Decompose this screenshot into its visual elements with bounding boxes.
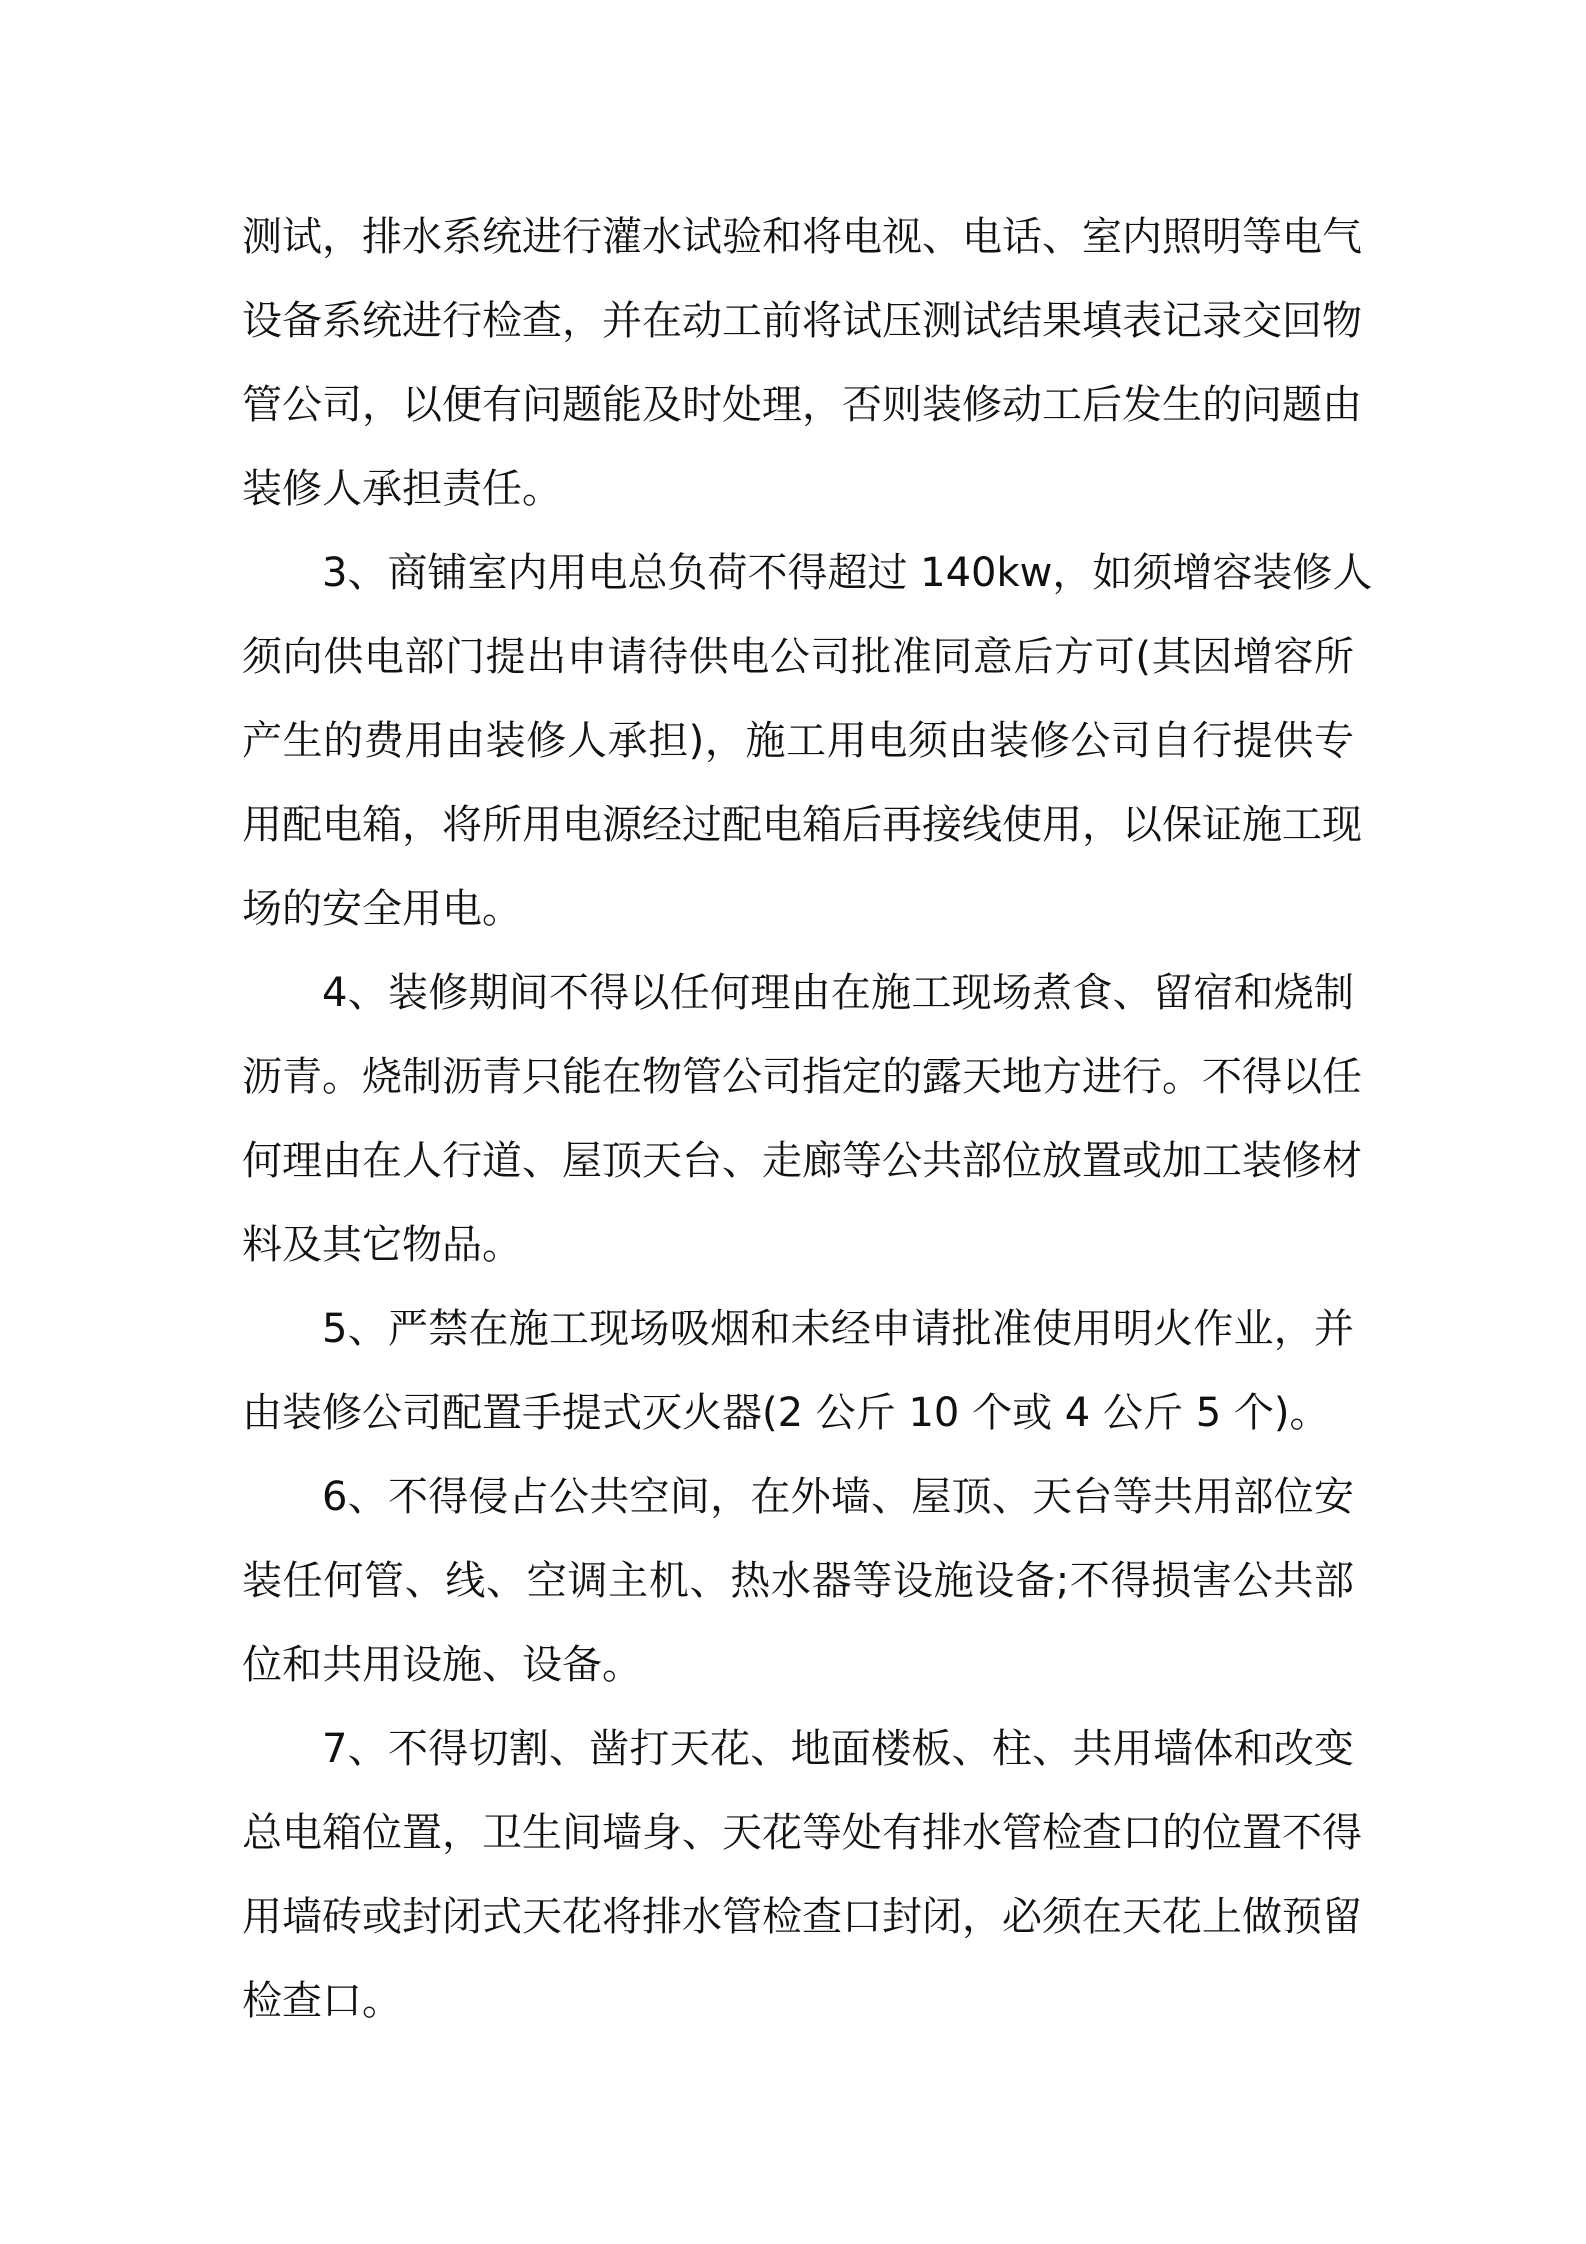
text-line: 4、装修期间不得以任何理由在施工现场煮食、留宿和烧制 — [322, 970, 1354, 1016]
text-line: 测试，排水系统进行灌水试验和将电视、电话、室内照明等电气 — [242, 214, 1362, 260]
text-line: 5、严禁在施工现场吸烟和未经申请批准使用明火作业，并 — [322, 1306, 1354, 1352]
paragraph-item-3 — [242, 531, 1373, 951]
text-line: 用墙砖或封闭式天花将排水管检查口封闭，必须在天花上做预留 — [242, 1894, 1362, 1940]
text-line: 装任何管、线、空调主机、热水器等设施设备;不得损害公共部 — [242, 1558, 1354, 1604]
paragraph-item-7 — [242, 1707, 1362, 2043]
text-line: 用配电箱，将所用电源经过配电箱后再接线使用，以保证施工现 — [242, 802, 1362, 848]
text-line: 沥青。烧制沥青只能在物管公司指定的露天地方进行。不得以任 — [242, 1054, 1362, 1100]
text-line: 由装修公司配置手提式灭火器(2 公斤 10 个或 4 公斤 5 个)。 — [242, 1390, 1330, 1436]
document-body — [242, 195, 1373, 2043]
paragraph-continued — [242, 195, 1362, 531]
text-line: 管公司，以便有问题能及时处理，否则装修动工后发生的问题由 — [242, 382, 1362, 428]
text-line: 产生的费用由装修人承担)，施工用电须由装修公司自行提供专 — [242, 718, 1354, 764]
text-line: 总电箱位置，卫生间墙身、天花等处有排水管检查口的位置不得 — [242, 1810, 1362, 1856]
text-line: 3、商铺室内用电总负荷不得超过 140kw，如须增容装修人 — [322, 550, 1373, 596]
text-line: 须向供电部门提出申请待供电公司批准同意后方可(其因增容所 — [242, 634, 1354, 680]
text-line: 何理由在人行道、屋顶天台、走廊等公共部位放置或加工装修材 — [242, 1138, 1362, 1184]
text-line: 6、不得侵占公共空间，在外墙、屋顶、天台等共用部位安 — [322, 1474, 1354, 1520]
text-line: 场的安全用电。 — [242, 886, 522, 932]
text-line: 设备系统进行检查，并在动工前将试压测试结果填表记录交回物 — [242, 298, 1362, 344]
paragraph-item-6 — [242, 1455, 1354, 1707]
text-line: 7、不得切割、凿打天花、地面楼板、柱、共用墙体和改变 — [322, 1726, 1354, 1772]
text-line: 装修人承担责任。 — [242, 466, 562, 512]
paragraph-item-5 — [242, 1287, 1354, 1455]
text-line: 检查口。 — [242, 1978, 402, 2024]
paragraph-item-4 — [242, 951, 1362, 1287]
text-line: 料及其它物品。 — [242, 1222, 522, 1268]
text-line: 位和共用设施、设备。 — [242, 1642, 642, 1688]
